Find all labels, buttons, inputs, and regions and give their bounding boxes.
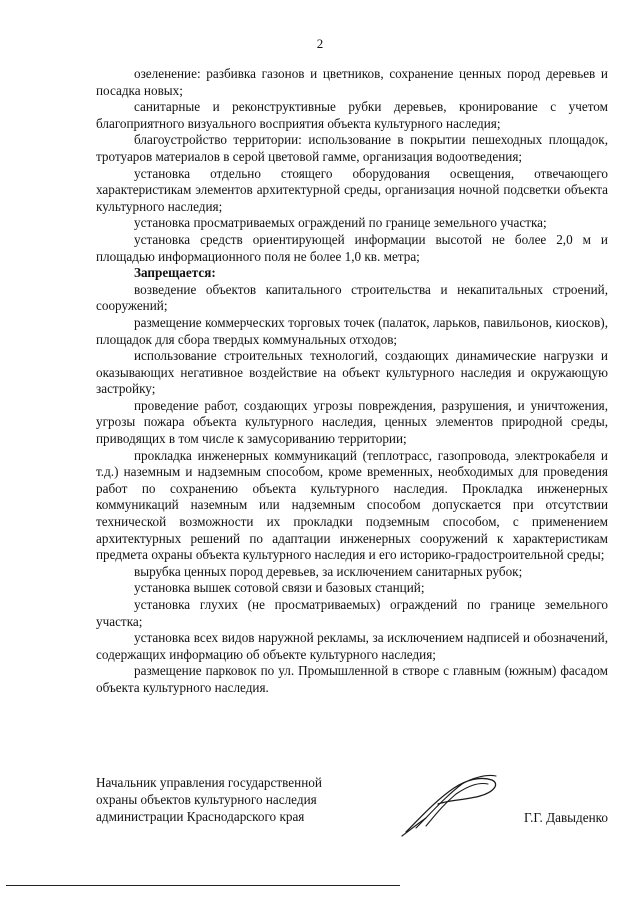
paragraph-technologies: использование строительных технологий, создающих динамические нагрузки и оказывающих негативное воздействие на объект культурного наследия и окружающую застройку; <box>96 348 608 397</box>
paragraph-greening: озеленение: разбивка газонов и цветников, сохранение ценных пород деревьев и посадка новых; <box>96 66 608 98</box>
document-body <box>96 66 608 697</box>
paragraph-tree-felling: санитарные и реконструктивные рубки деревьев, кронирование с учетом благоприятного визуального восприятия объекта культурного наследия; <box>96 99 608 131</box>
paragraph-valuable-trees: вырубка ценных пород деревьев, за исключением санитарных рубок; <box>134 563 523 579</box>
signatory-name: Г.Г. Давыденко <box>523 810 608 825</box>
signature-block <box>96 775 608 825</box>
prohibited-heading: Запрещается: <box>134 265 216 281</box>
paragraph-lighting: установка отдельно стоящего оборудования освещения, отвечающего характеристикам элементов архитектурной среды, организация ночной подсветки объекта культурного наследия; <box>96 165 608 214</box>
paragraph-trade-points: размещение коммерческих торговых точек (палаток, ларьков, павильонов, киосков), площадок для сбора твердых коммунальных отходов; <box>96 314 608 347</box>
signatory-title-line: Начальник управления государственной <box>96 775 322 790</box>
paragraph-fences-allowed: установка просматриваемых ограждений по границе земельного участка; <box>134 215 547 231</box>
paragraph-utilities: прокладка инженерных коммуникаций (теплотрасс, газопровода, электрокабеля и т.д.) наземным и надземным способом, кроме временных, необходимых для проведения работ по сохранению объекта культурного наследия. Прокладка инженерных коммуникаций наземным или надземным способом допускается при отсутствии технической возможности их прокладки подземным способом, с применением архитектурных решений по адаптации инженерных сооружений к характеристикам предмета охраны объекта культурного наследия и его историко-градостроительной среды; <box>96 447 608 563</box>
paragraph-cell-towers: установка вышек сотовой связи и базовых станций; <box>134 580 425 596</box>
signatory-title-line: администрации Краснодарского края <box>96 808 305 824</box>
paragraph-construction: возведение объектов капитального строительства и некапитальных строений, сооружений; <box>96 281 608 314</box>
paragraph-info-signs: установка средств ориентирующей информации высотой не более 2,0 м и площадью информационного поля не более 1,0 кв. метра; <box>96 231 608 264</box>
paragraph-parking: размещение парковок по ул. Промышленной в створе с главным (южным) фасадом объекта культурного наследия. <box>96 663 608 695</box>
paragraph-threat-works: проведение работ, создающих угрозы повреждения, разрушения, и уничтожения, угрозы пожара объекта культурного наследия, ценных элементов природной среды, приводящих в том числе к замусориванию территории; <box>96 397 608 447</box>
paragraph-landscaping: благоустройство территории: использование в покрытии пешеходных площадок, тротуаров материалов в серой цветовой гамме, организация водоотведения; <box>96 132 608 164</box>
handwritten-signature <box>396 770 506 840</box>
paragraph-blind-fences: установка глухих (не просматриваемых) ограждений по границе земельного участка; <box>96 597 608 629</box>
paragraph-advertising: установка всех видов наружной рекламы, за исключением надписей и обозначений, содержащих информацию об объекте культурного наследия; <box>96 630 608 662</box>
signatory-title-line: охраны объектов культурного наследия <box>96 791 317 807</box>
footer-rule <box>6 885 400 886</box>
page-number: 2 <box>316 36 324 51</box>
